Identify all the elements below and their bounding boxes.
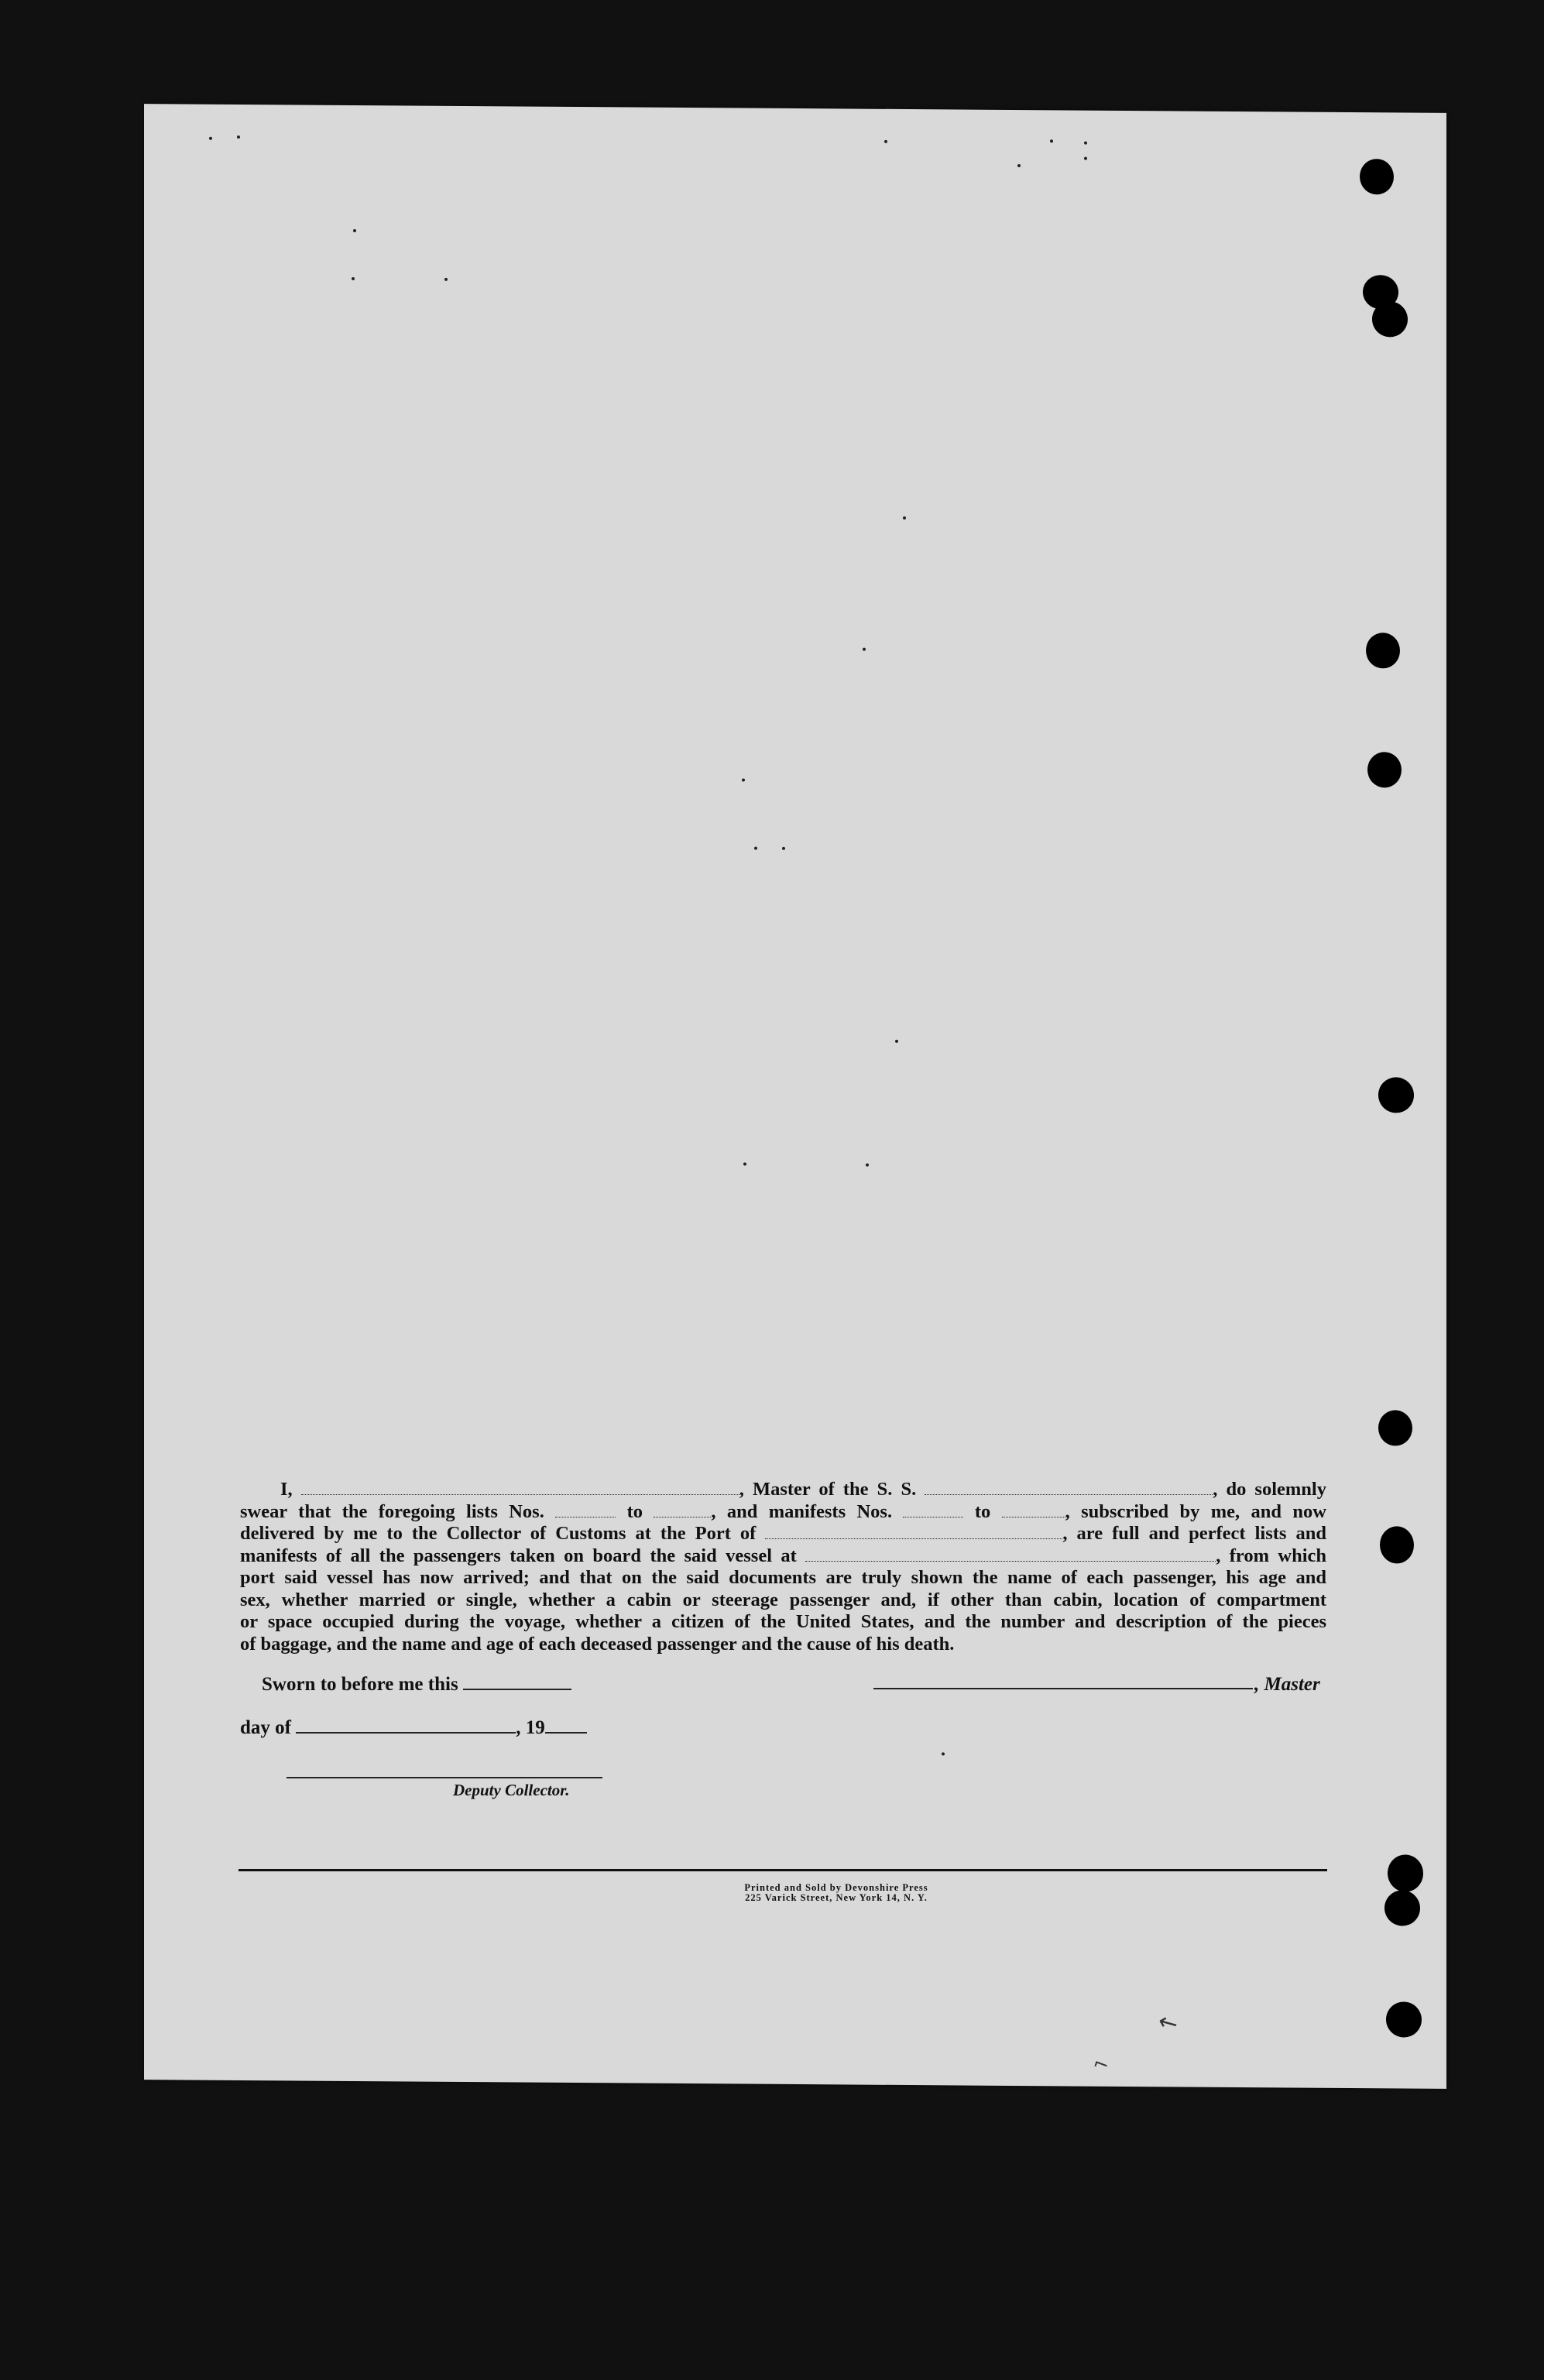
deputy-signature-line bbox=[286, 1777, 602, 1778]
oath-text: to bbox=[626, 1500, 643, 1522]
year-prefix: , 19 bbox=[516, 1717, 545, 1738]
day-of-text: day of bbox=[240, 1717, 291, 1738]
speck bbox=[742, 779, 745, 782]
year-blank bbox=[545, 1718, 587, 1734]
speck bbox=[1050, 139, 1053, 142]
oath-line-8: of baggage, and the name and age of each deceased passenger and the cause of his death. bbox=[240, 1633, 955, 1655]
embarkation-port-blank bbox=[805, 1547, 1216, 1562]
footer-rule bbox=[238, 1869, 1327, 1871]
oath-line-1 bbox=[240, 1479, 1326, 1501]
speck bbox=[942, 1752, 945, 1755]
oath-line-2 bbox=[240, 1501, 1326, 1524]
oath-text: , Master of the S. S. bbox=[739, 1479, 917, 1500]
speck bbox=[1017, 164, 1021, 167]
port-blank bbox=[765, 1524, 1062, 1539]
punch-hole bbox=[1366, 633, 1400, 668]
imprint-line-1: Printed and Sold by Devonshire Press bbox=[744, 1882, 928, 1893]
punch-hole bbox=[1360, 159, 1394, 194]
oath-text: , subscribed by me, and now bbox=[1065, 1500, 1326, 1522]
speck bbox=[209, 137, 212, 140]
pencil-mark: ⌐ bbox=[1089, 2052, 1113, 2078]
punch-hole bbox=[1388, 1854, 1423, 1891]
speck bbox=[895, 1040, 898, 1043]
imprint-line-2: 225 Varick Street, New York 14, N. Y. bbox=[745, 1892, 928, 1903]
oath-line-3 bbox=[240, 1523, 1326, 1545]
vessel-name-blank bbox=[925, 1480, 1213, 1495]
printer-imprint bbox=[619, 1883, 1053, 1903]
oath-text: manifests of all the passengers taken on board the said vessel at bbox=[240, 1545, 797, 1566]
speck bbox=[866, 1164, 869, 1167]
punch-hole bbox=[1386, 2001, 1422, 2037]
master-name-blank bbox=[301, 1480, 739, 1495]
oath-text: , are full and perfect lists and bbox=[1062, 1523, 1326, 1544]
day-of-line bbox=[240, 1717, 587, 1739]
punch-hole bbox=[1384, 1890, 1420, 1926]
oath-line-4 bbox=[240, 1545, 1326, 1568]
speck bbox=[884, 140, 887, 143]
speck bbox=[743, 1163, 746, 1166]
speck bbox=[754, 847, 757, 850]
oath-text: to bbox=[974, 1500, 991, 1522]
oath-text: swear that the foregoing lists Nos. bbox=[240, 1500, 544, 1522]
master-signature-line bbox=[873, 1688, 1253, 1689]
list-to-blank bbox=[654, 1503, 711, 1518]
sworn-text: Sworn to before me this bbox=[262, 1674, 458, 1695]
list-from-blank bbox=[555, 1503, 616, 1518]
manifest-to-blank bbox=[1002, 1503, 1065, 1518]
oath-line-7: or space occupied during the voyage, whether a citizen of the United States, and the number and description of the pieces bbox=[240, 1611, 1326, 1632]
punch-hole bbox=[1380, 1526, 1414, 1563]
speck bbox=[1084, 142, 1087, 145]
oath-text: I, bbox=[280, 1479, 293, 1500]
punch-hole bbox=[1372, 301, 1408, 337]
sworn-line bbox=[262, 1674, 571, 1696]
punch-hole bbox=[1378, 1077, 1414, 1113]
oath-text: , do solemnly bbox=[1213, 1479, 1326, 1500]
speck bbox=[444, 278, 448, 281]
speck bbox=[237, 135, 240, 139]
speck bbox=[782, 847, 785, 850]
speck bbox=[903, 516, 906, 520]
oath-line-6: sex, whether married or single, whether a cabin or steerage passenger and, if other than cabin, location of compartment bbox=[240, 1589, 1326, 1610]
master-label: , Master bbox=[1254, 1674, 1320, 1695]
oath-text: , and manifests Nos. bbox=[711, 1500, 893, 1522]
speck bbox=[863, 648, 866, 651]
manifest-from-blank bbox=[903, 1503, 963, 1518]
oath-text: delivered by me to the Collector of Customs at the Port of bbox=[240, 1523, 757, 1544]
master-oath-paragraph bbox=[240, 1479, 1326, 1655]
punch-hole bbox=[1378, 1410, 1412, 1445]
deputy-collector-label: Deputy Collector. bbox=[453, 1781, 570, 1799]
form-page bbox=[144, 104, 1446, 2089]
speck bbox=[1084, 157, 1087, 160]
speck bbox=[353, 229, 356, 232]
month-blank bbox=[296, 1718, 516, 1734]
pencil-mark: ↖ bbox=[1152, 2006, 1184, 2040]
oath-line-5: port said vessel has now arrived; and that on the said documents are truly shown the name of each passenger, his age and bbox=[240, 1567, 1326, 1588]
sworn-day-blank bbox=[463, 1675, 571, 1690]
punch-hole bbox=[1367, 752, 1402, 787]
oath-text: , from which bbox=[1216, 1545, 1327, 1566]
speck bbox=[352, 277, 355, 280]
